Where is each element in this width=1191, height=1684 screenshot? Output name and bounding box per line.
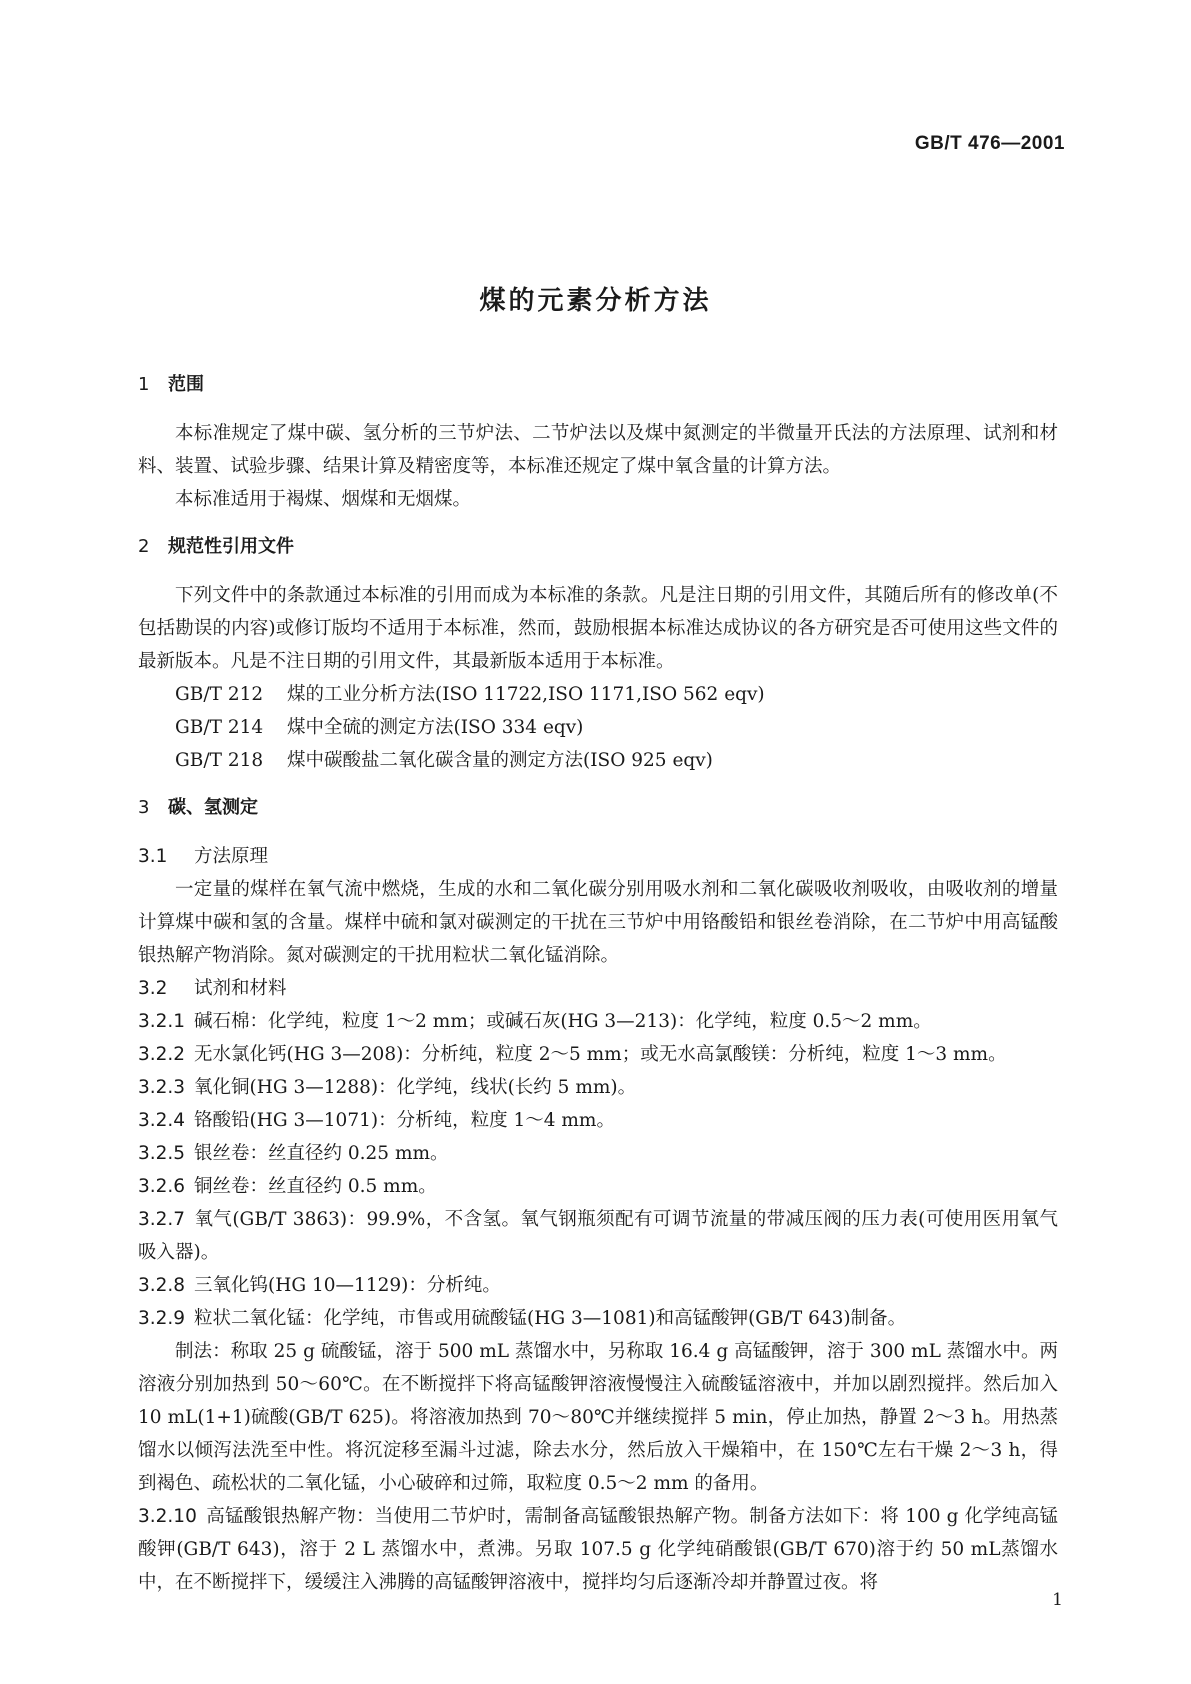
page-number: 1	[1052, 1590, 1063, 1610]
preparation-paragraph: 制法：称取 25 g 硫酸锰，溶于 500 mL 蒸馏水中，另称取 16.4 g 高锰酸钾，溶于 300 mL 蒸馏水中。两溶液分别加热到 50～60℃。在不断搅拌下将高锰酸钾溶液慢慢注入硫酸锰溶液中，并加以剧烈搅拌。然后加入 10 mL(1+1)硫酸(GB/T 625)。将溶液加热到 70～80℃并继续搅拌 5 min，停止加热，静置 2～3 h。用热蒸馏水以倾泻法洗至中性。将沉淀移至漏斗过滤，除去水分，然后放入干燥箱中，在 150℃左右干燥 2～3 h，得到褐色、疏松状的二氧化锰，小心破碎和过筛，取粒度 0.5～2 mm 的备用。	[138, 1341, 1058, 1494]
item-number: 3.2.9	[138, 1308, 186, 1329]
reference-title: 煤中全硫的测定方法(ISO 334 eqv)	[287, 717, 584, 738]
subsection-3-1-heading	[138, 840, 1058, 873]
item-text: 铜丝卷：丝直径约 0.5 mm。	[194, 1176, 437, 1197]
reference-code: GB/T 218	[175, 750, 264, 771]
list-item	[138, 1170, 1058, 1203]
section-title: 范围	[168, 374, 204, 395]
list-item	[138, 1500, 1058, 1599]
reference-item	[138, 744, 1058, 777]
item-number: 3.2.1	[138, 1011, 186, 1032]
section-2-paragraph: 下列文件中的条款通过本标准的引用而成为本标准的条款。凡是注日期的引用文件，其随后所有的修改单(不包括勘误的内容)或修订版均不适用于本标准，然而，鼓励根据本标准达成协议的各方研究是否可使用这些文件的最新版本。凡是不注日期的引用文件，其最新版本适用于本标准。	[138, 585, 1058, 672]
subsection-title: 方法原理	[194, 846, 269, 867]
section-1-paragraph: 本标准适用于褐煤、烟煤和无烟煤。	[175, 489, 472, 510]
standard-code: GB/T 476—2001	[914, 133, 1065, 154]
subsection-number: 3.1	[138, 846, 168, 867]
item-number: 3.2.3	[138, 1077, 186, 1098]
reference-title: 煤的工业分析方法(ISO 11722,ISO 1171,ISO 562 eqv)	[287, 684, 765, 705]
reference-code: GB/T 214	[175, 717, 264, 738]
section-2-heading	[138, 530, 1058, 563]
section-1-paragraph: 本标准规定了煤中碳、氢分析的三节炉法、二节炉法以及煤中氮测定的半微量开氏法的方法原理、试剂和材料、装置、试验步骤、结果计算及精密度等，本标准还规定了煤中氧含量的计算方法。	[138, 423, 1058, 477]
document-body	[138, 368, 1058, 1599]
item-text: 银丝卷：丝直径约 0.25 mm。	[194, 1143, 449, 1164]
reference-code: GB/T 212	[175, 684, 264, 705]
list-item	[138, 1005, 1058, 1038]
reference-item	[138, 711, 1058, 744]
subsection-number: 3.2	[138, 978, 168, 999]
list-item	[138, 1137, 1058, 1170]
item-number: 3.2.7	[138, 1209, 186, 1230]
section-number: 2	[138, 536, 150, 557]
list-item	[138, 1269, 1058, 1302]
item-text: 高锰酸银热解产物：当使用二节炉时，需制备高锰酸银热解产物。制备方法如下：将 100 g 化学纯高锰酸钾(GB/T 643)，溶于 2 L 蒸馏水中，煮沸。另取 107.5 g 化学纯硝酸银(GB/T 670)溶于约 50 mL蒸馏水中，在不断搅拌下，缓缓注入沸腾的高锰酸钾溶液中，搅拌均匀后逐渐冷却并静置过夜。将	[138, 1506, 1058, 1593]
item-text: 氧化铜(HG 3—1288)：化学纯，线状(长约 5 mm)。	[194, 1077, 637, 1098]
item-text: 铬酸铅(HG 3—1071)：分析纯，粒度 1～4 mm。	[194, 1110, 615, 1131]
subsection-3-1-paragraph: 一定量的煤样在氧气流中燃烧，生成的水和二氧化碳分别用吸水剂和二氧化碳吸收剂吸收，由吸收剂的增量计算煤中碳和氢的含量。煤样中硫和氯对碳测定的干扰在三节炉中用铬酸铅和银丝卷消除，在二节炉中用高锰酸银热解产物消除。氮对碳测定的干扰用粒状二氧化锰消除。	[138, 879, 1058, 966]
item-number: 3.2.5	[138, 1143, 186, 1164]
item-text: 碱石棉：化学纯，粒度 1～2 mm；或碱石灰(HG 3—213)：化学纯，粒度 0.5～2 mm。	[194, 1011, 932, 1032]
list-item	[138, 1038, 1058, 1071]
list-item	[138, 1302, 1058, 1335]
item-number: 3.2.10	[138, 1506, 197, 1527]
reference-item	[138, 678, 1058, 711]
section-title: 碳、氢测定	[168, 797, 258, 818]
item-number: 3.2.4	[138, 1110, 186, 1131]
item-text: 粒状二氧化锰：化学纯，市售或用硫酸锰(HG 3—1081)和高锰酸钾(GB/T 643)制备。	[194, 1308, 907, 1329]
document-title: 煤的元素分析方法	[479, 286, 712, 316]
section-title: 规范性引用文件	[168, 536, 294, 557]
section-number: 3	[138, 797, 150, 818]
item-text: 三氧化钨(HG 10—1129)：分析纯。	[194, 1275, 501, 1296]
subsection-3-2-heading	[138, 972, 1058, 1005]
section-number: 1	[138, 374, 150, 395]
list-item	[138, 1104, 1058, 1137]
item-number: 3.2.2	[138, 1044, 186, 1065]
reference-title: 煤中碳酸盐二氧化碳含量的测定方法(ISO 925 eqv)	[287, 750, 713, 771]
subsection-title: 试剂和材料	[194, 978, 287, 999]
item-number: 3.2.6	[138, 1176, 186, 1197]
section-1-heading	[138, 368, 1058, 401]
list-item	[138, 1071, 1058, 1104]
item-text: 氧气(GB/T 3863)：99.9%，不含氢。氧气钢瓶须配有可调节流量的带减压阀的压力表(可使用医用氧气吸入器)。	[138, 1209, 1058, 1263]
list-item	[138, 1203, 1058, 1269]
item-number: 3.2.8	[138, 1275, 186, 1296]
section-3-heading	[138, 791, 1058, 824]
item-text: 无水氯化钙(HG 3—208)：分析纯，粒度 2～5 mm；或无水高氯酸镁：分析纯，粒度 1～3 mm。	[194, 1044, 1007, 1065]
